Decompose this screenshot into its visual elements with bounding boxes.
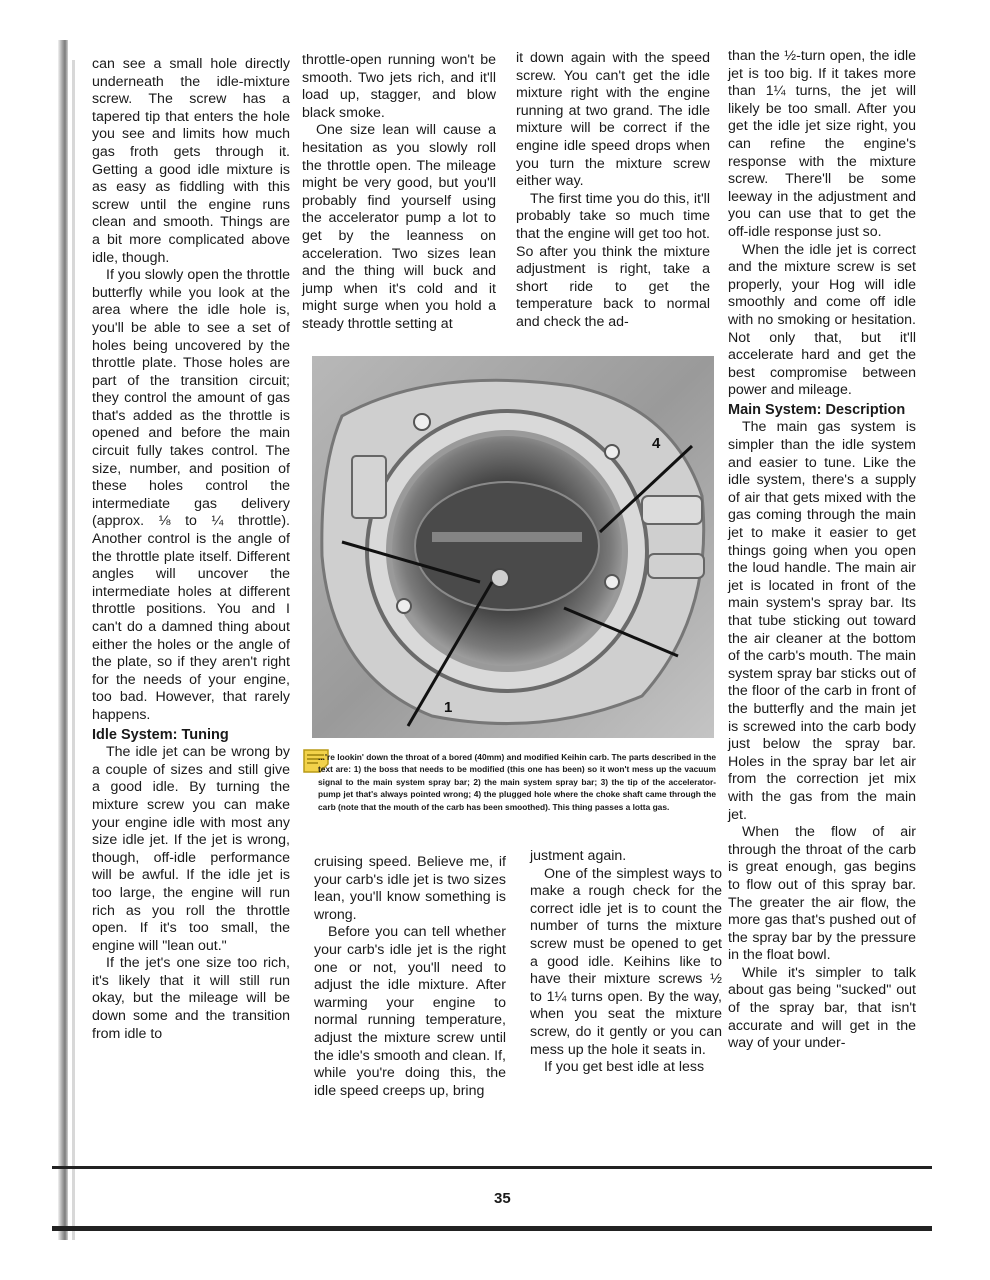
photo-caption: ...'re lookin' down the throat of a bored (40mm) and modified Keihin carb. The parts described in the text are: 1) the boss that needs to be modified (this one has been) so it won't mess up the vacuum signal to the main system spray bar; 2) the main system spray bar; 3) the tip of the accelerator-pump jet that's always pointed wrong; 4) the plugged hole where the choke shaft came through the carb (note that the mouth of the carb has been smoothed). This thing passes a lotta gas. xyxy=(318,752,716,812)
text-column-1 xyxy=(92,56,290,1043)
text-column-3-bottom xyxy=(530,848,722,1077)
paragraph: The idle jet can be wrong by a couple of sizes and still give a good idle. By turning the mixture screw you can make your engine idle with most any size idle jet. If the jet is wrong, though, off-idle performance will be awful. If the idle jet is too large, the engine will run rich as you roll the throttle open. If it's too small, the engine will "lean out." xyxy=(92,744,290,954)
paragraph: The first time you do this, it'll probably take so much time that the engine will get too hot. So after you think the mixture adjustment is right, take a short ride to get the temperature back to normal and check the ad- xyxy=(516,190,710,330)
page-number: 35 xyxy=(494,1190,511,1207)
paragraph: Before you can tell whether your carb's idle jet is the right one or not, you'll need to adjust the idle mixture. After warming your engine to normal running temperature, adjust the mixture screw until the idle's smooth and clean. If, while you're doing this, the idle speed creeps up, bring xyxy=(314,924,506,1099)
paragraph: If the jet's one size too rich, it's likely that it will still run okay, but the mileage will be down some and the transition from idle to xyxy=(92,955,290,1042)
section-heading-idle-tuning: Idle System: Tuning xyxy=(92,726,229,743)
book-spine-shadow xyxy=(58,40,68,1240)
carburetor-photo xyxy=(312,356,714,738)
paragraph: justment again. xyxy=(530,848,627,864)
photo-label-1: 1 xyxy=(444,699,453,716)
paragraph: When the flow of air through the throat of the carb is great enough, gas begins to flow out of this spray bar. The greater the air flow, the more gas that's pushed out of the spray bar by the pressure in the float bowl. xyxy=(728,824,916,964)
section-heading-main-description: Main System: Description xyxy=(728,401,906,418)
text-column-3-top xyxy=(516,50,710,332)
footer-rule-top xyxy=(52,1166,932,1169)
paragraph: If you slowly open the throttle butterfly while you look at the area where the idle hole is, you'll be able to see a set of holes being uncovered by the throttle plate. Those holes are part of the transition circuit; they control the amount of gas that's added as the throttle is opened and before the main circuit fully takes control. The size, number, and position of these holes control the intermediate gas delivery (approx. ⅛ to ¼ throttle). Another control is the angle of the throttle plate itself. Different angles will uncover the intermediate holes at different throttle positions. You and I can't do a damned thing about either the holes or the angle of the plate, so if they aren't right for the needs of your engine, too bad. However, that rarely happens. xyxy=(92,267,290,723)
text-column-4 xyxy=(728,48,916,1053)
paragraph: throttle-open running won't be smooth. Two jets rich, and it'll load up, stagger, and blow black smoke. xyxy=(302,52,496,121)
paragraph: The main gas system is simpler than the idle system and easier to tune. Like the idle system, there's a supply of air that gets mixed with the gas coming through the main jet to make it easier to get things going when you open the loud handle. The main air jet is located in front of the main system's spray bar. Its that tube sticking out toward the air cleaner at the bottom of the carb's mouth. The main system spray bar sticks out of the floor of the carb in front of the butterfly and the main jet is screwed into the carb body just below the spray bar. Holes in the spray bar let air from the correction jet mix with the gas from the main jet. xyxy=(728,419,916,823)
carburetor-illustration xyxy=(312,356,714,738)
photo-label-4: 4 xyxy=(652,435,661,452)
paragraph: than the ½-turn open, the idle jet is too big. If it takes more than 1¼ turns, the jet will likely be too small. After you get the idle jet size right, you can refine the engine's response with the mixture screw. There'll be some leeway in the adjustment and you can use that to get the off-idle response just so. xyxy=(728,48,916,240)
paragraph: it down again with the speed screw. You can't get the idle mixture right with the engine running at two grand. The idle mixture will be correct if the engine idle speed drops when you turn the mixture screw either way. xyxy=(516,50,710,190)
book-spine-edge xyxy=(72,60,75,1240)
text-column-2-bottom xyxy=(314,854,506,1100)
paragraph: If you get best idle at less xyxy=(544,1059,705,1076)
paragraph: One size lean will cause a hesitation as you slowly roll the throttle open. The mileage might be very good, but you'll probably find yourself using the accelerator pump a lot to get by the leanness on acceleration. Two sizes lean and the thing will buck and jump when it's cold and it might surge when you hold a steady throttle setting at xyxy=(302,122,496,332)
paragraph: can see a small hole directly underneath the idle-mixture screw. The screw has a tapered tip that enters the hole you see and limits how much gas froth gets through it. Getting a good idle mixture is as easy as fiddling with this screw until the engine runs clean and smooth. Things are a bit more complicated above idle, though. xyxy=(92,56,290,266)
paragraph: cruising speed. Believe me, if your carb's idle jet is two sizes lean, you'll know something is wrong. xyxy=(314,854,506,923)
paragraph: While it's simpler to talk about gas being "sucked" out of the spray bar, that isn't accurate and will get in the way of your under- xyxy=(728,964,916,1052)
paragraph: One of the simplest ways to make a rough check for the correct idle jet is to count the number of turns the mixture screw must be opened to get a good idle. Keihins like to have their mixture screws ½ to 1¼ turns open. By the way, when you seat the mixture screw, do it gently or you can mess up the hole it seats in. xyxy=(530,865,722,1058)
footer-rule-bottom xyxy=(52,1226,932,1231)
text-column-2-top xyxy=(302,52,496,334)
paragraph: When the idle jet is correct and the mixture screw is set properly, your Hog will idle smoothly and come off idle with no smoking or hesitation. Not only that, but it'll accelerate hard and get the best compromise between power and mileage. xyxy=(728,241,916,399)
